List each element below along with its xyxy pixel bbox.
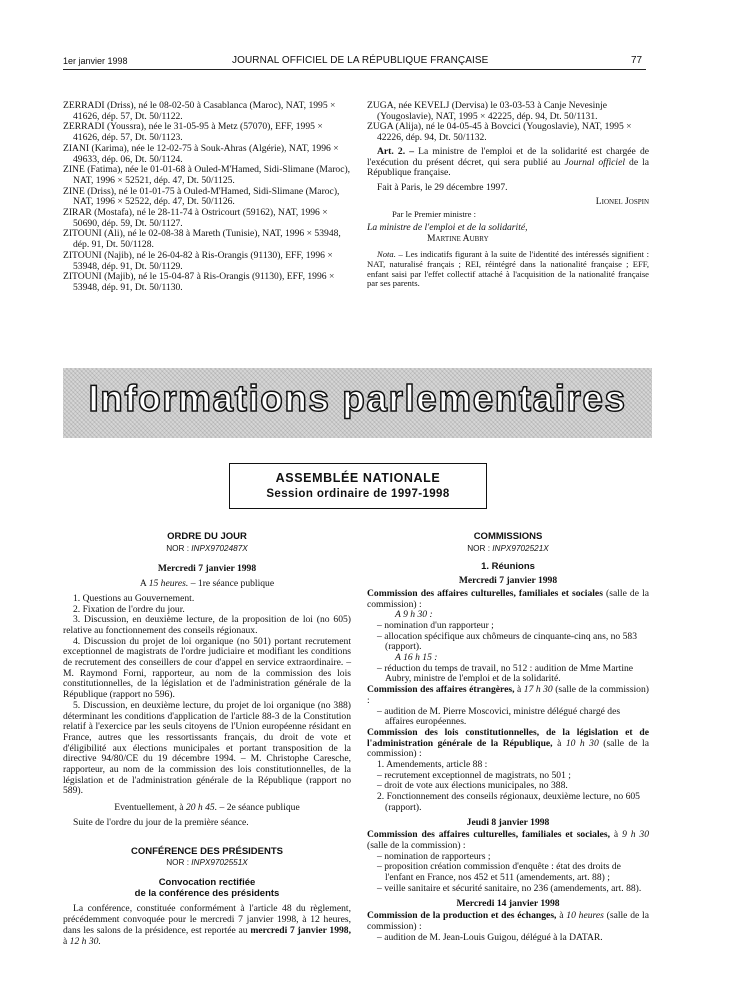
ordre-du-jour-heading: ORDRE DU JOUR bbox=[167, 531, 247, 542]
conference-text bbox=[63, 904, 351, 947]
commission-location: (salle de la commission) : bbox=[367, 684, 649, 706]
naturalisation-list-left bbox=[63, 101, 351, 294]
agenda-item: 5. Discussion, en deuxième lecture, du projet de loi organique (no 388) déterminant les conditions d'application de l'article 88-3 de la Constitution relatif à l'exercice par les seuls citoyens de l'Union européenne résidant en France, autres que les ressortissants français, du droit de vote et d'éligibilité aux élections municipales et portant transposition de la directive 94/80/CE du 19 décembre 1994. – M. Christophe Caresche, rapporteur, au nom de la commission des lois constitutionnelles, de la législation et de l'administration générale de la République (rapport no 589). bbox=[63, 699, 351, 797]
nor-code: INPX9702487X bbox=[191, 543, 248, 553]
article-2-journal: Journal officiel bbox=[564, 156, 626, 168]
commission-name: Commission des affaires culturelles, familiales et sociales, bbox=[367, 829, 611, 841]
nor-code: INPX9702521X bbox=[492, 543, 549, 553]
commission-entry bbox=[367, 911, 649, 932]
nota-label: Nota. bbox=[377, 249, 396, 260]
ordre-du-jour-nor bbox=[63, 544, 351, 555]
nor-code: INPX9702551X bbox=[191, 858, 248, 868]
minister-title: La ministre de l'emploi et de la solidarité, bbox=[367, 222, 528, 234]
header-rule bbox=[63, 69, 646, 70]
nor-label: NOR : bbox=[166, 543, 189, 553]
list-item: – audition de M. Jean-Louis Guigou, délégué à la DATAR. bbox=[377, 931, 603, 943]
article-2-label: Art. 2. – bbox=[377, 145, 415, 157]
commission-at: à bbox=[517, 684, 522, 696]
banner-title: Informations parlementaires bbox=[88, 378, 627, 419]
ordre-du-jour-column bbox=[63, 532, 351, 947]
commission-time: 10 heures bbox=[566, 910, 604, 922]
agenda-item: 4. Discussion du projet de loi organique (no 501) portant recrutement exceptionnel de magistrats de l'ordre judiciaire et modifiant les conditions de recrutement des conseillers de cour d'appel en service extraordinaire. – M. Raymond Forni, rapporteur, au nom de la commission des lois constitutionnelles, de la législation et de l'administration générale de la République (rapport no 596). bbox=[63, 635, 351, 701]
day-heading: Jeudi 8 janvier 1998 bbox=[466, 816, 550, 828]
commission-time: A 9 h 30 : bbox=[395, 609, 433, 621]
list-item: – recrutement exceptionnel de magistrats, no 501 ; bbox=[377, 769, 571, 781]
nor-label: NOR : bbox=[467, 543, 490, 553]
commission-name: Commission des lois constitutionnelles, de la législation et de l'administration générale de la République, bbox=[367, 726, 649, 749]
seance-2-suffix: – 2e séance publique bbox=[219, 802, 300, 814]
commission-location: (salle de la commission) : bbox=[367, 910, 649, 932]
conference-text-at: à bbox=[63, 935, 68, 947]
signatory-par: Par le Premier ministre : bbox=[392, 209, 477, 220]
header-date: 1er janvier 1998 bbox=[63, 56, 128, 66]
commission-entry bbox=[367, 728, 649, 760]
commissions-column bbox=[367, 532, 649, 943]
ordre-du-jour-day: Mercredi 7 janvier 1998 bbox=[157, 563, 257, 575]
nota bbox=[367, 250, 649, 288]
list-item: ZUGA (Alija), né le 04-05-45 à Bovcici (Yougoslavie), NAT, 1995 × 42226, dép. 94, Dt. 50/1132. bbox=[367, 121, 632, 144]
article-2-text: La ministre de l'emploi et de la solidarité est chargée de l'exécution du présent décret, qui sera publié au bbox=[367, 145, 649, 168]
conference-subtitle-1: Convocation rectifiée bbox=[158, 876, 256, 888]
commission-entry bbox=[367, 830, 649, 851]
list-item: ZUGA, née KEVELJ (Dervisa) le 03-03-53 à Canje Nevesinje (Yougoslavie), NAT, 1995 × 42225, dép. 94, Dt. 50/1131. bbox=[367, 100, 608, 122]
commission-location: (salle de la commission) : bbox=[367, 839, 466, 851]
commission-time: 10 h 30 bbox=[565, 737, 599, 749]
commission-name: Commission de la production et des échanges, bbox=[367, 910, 557, 922]
commission-name: Commission des affaires étrangères, bbox=[367, 684, 515, 696]
reunions-heading: 1. Réunions bbox=[481, 561, 535, 573]
conference-text-date: mercredi 7 janvier 1998, bbox=[250, 924, 351, 936]
day-heading: Mercredi 14 janvier 1998 bbox=[456, 897, 560, 909]
assemblee-title: ASSEMBLÉE NATIONALE bbox=[275, 471, 441, 485]
commission-location: (salle de la commission) : bbox=[367, 587, 649, 610]
list-item: ZIRAR (Mostafa), né le 28-11-74 à Ostricourt (59162), NAT, 1996 × 50690, dép. 59, Dt. 50/1127. bbox=[63, 207, 328, 229]
conference-nor bbox=[63, 858, 351, 869]
list-item: – veille sanitaire et sécurité sanitaire, no 236 (amendements, art. 88). bbox=[377, 882, 642, 894]
commission-entry bbox=[367, 589, 649, 610]
commission-at: à bbox=[613, 829, 619, 841]
commissions-nor bbox=[367, 544, 649, 555]
list-item: ZITOUNI (Najib), né le 26-04-82 à Ris-Orangis (91130), EFF, 1996 × 53948, dép. 91, Dt. 50/1129. bbox=[63, 249, 333, 272]
section-banner bbox=[63, 368, 652, 438]
seance-1-time: 15 heures. bbox=[148, 578, 189, 590]
header-journal-title: JOURNAL OFFICIEL DE LA RÉPUBLIQUE FRANÇAISE bbox=[232, 55, 489, 66]
list-item: 1. Amendements, article 88 : bbox=[377, 759, 488, 771]
commission-time: A 16 h 15 : bbox=[395, 652, 438, 664]
list-item: 2. Fonctionnement des conseils régionaux, deuxième lecture, no 605 (rapport). bbox=[377, 791, 640, 813]
list-item: ZITOUNI (Ali), né le 02-08-38 à Mareth (Tunisie), NAT, 1996 × 53948, dép. 91, Dt. 50/1128. bbox=[63, 228, 341, 251]
agenda-item: 1. Questions au Gouvernement. bbox=[73, 592, 195, 604]
conference-subtitle-2: de la conférence des présidents bbox=[134, 887, 280, 899]
commission-time: 17 h 30 bbox=[523, 684, 553, 696]
commission-location: (salle de la commission) : bbox=[367, 737, 649, 760]
nor-label: NOR : bbox=[166, 858, 189, 868]
session-title: Session ordinaire de 1997-1998 bbox=[266, 488, 450, 500]
list-item: – droit de vote aux élections municipales, no 388. bbox=[377, 780, 568, 792]
day-heading: Mercredi 7 janvier 1998 bbox=[458, 575, 558, 587]
list-item: ZINE (Fatima), née le 01-01-68 à Ouled-M'Hamed, Sidi-Slimane (Maroc), NAT, 1996 × 52521, dép. 47, Dt. 50/1125. bbox=[63, 164, 351, 186]
article-2 bbox=[367, 147, 649, 179]
article-2-end: de la République française. bbox=[367, 156, 649, 179]
conference-heading: CONFÉRENCE DES PRÉSIDENTS bbox=[130, 845, 284, 857]
seance-2 bbox=[63, 803, 351, 814]
list-item: ZIANI (Karima), née le 12-02-75 à Souk-Ahras (Algérie), NAT, 1996 × 49633, dép. 06, Dt. 50/1124. bbox=[63, 142, 339, 165]
seance-2-prefix: Eventuellement, à bbox=[114, 802, 184, 814]
naturalisation-list-right bbox=[367, 101, 649, 289]
assemblee-nationale-box bbox=[229, 463, 487, 509]
commissions-heading: COMMISSIONS bbox=[473, 531, 543, 542]
seance-2-suite: Suite de l'ordre du jour de la première séance. bbox=[73, 816, 249, 828]
list-item: – nomination de rapporteurs ; bbox=[377, 850, 491, 862]
header-page-number: 77 bbox=[631, 55, 643, 66]
list-item: ZERRADI (Driss), né le 08-02-50 à Casablanca (Maroc), NAT, 1995 × 41626, dép. 57, Dt. 50/1122. bbox=[63, 100, 336, 122]
seance-1 bbox=[63, 579, 351, 590]
list-item: – réduction du temps de travail, no 512 : audition de Mme Martine Aubry, ministre de l'emploi et de la solidarité. bbox=[377, 662, 634, 685]
list-item: – audition de M. Pierre Moscovici, ministre délégué chargé des affaires européennes. bbox=[377, 705, 621, 728]
commission-at: à bbox=[559, 910, 564, 922]
list-item: – proposition création commission d'enquête : état des droits de l'enfant en France, nos 452 et 511 (amendements, art. 88) ; bbox=[377, 861, 621, 884]
agenda-item: 3. Discussion, en deuxième lecture, de la proposition de loi (no 605) relative au fonctionnement des conseils régionaux. bbox=[63, 614, 351, 636]
list-item: – nomination d'un rapporteur ; bbox=[377, 619, 494, 631]
seance-1-prefix: A bbox=[139, 578, 147, 590]
list-item: ZINE (Driss), né le 01-01-75 à Ouled-M'Hamed, Sidi-Slimane (Maroc), NAT, 1996 × 52522, dép. 47, Dt. 50/1126. bbox=[63, 185, 340, 208]
commission-name: Commission des affaires culturelles, familiales et sociales bbox=[367, 587, 603, 599]
list-item: ZERRADI (Youssra), née le 31-05-95 à Metz (57070), EFF, 1995 × 41626, dép. 57, Dt. 50/1123. bbox=[63, 121, 323, 144]
commission-at: à bbox=[557, 737, 562, 749]
commission-time: 9 h 30 bbox=[622, 829, 650, 841]
seance-1-suffix: – 1re séance publique bbox=[190, 578, 275, 590]
seance-2-time: 20 h 45. bbox=[185, 802, 218, 814]
conference-text-time: 12 h 30. bbox=[69, 935, 101, 947]
commission-entry bbox=[367, 685, 649, 706]
nota-text: – Les indicatifs figurant à la suite de l'identité des intéressés signifient : NAT, naturalisé français ; REI, réintégré dans la nationalité française ; EFF, enfant saisi par l'effet collectif attaché à l'acquisition de la nationalité française par ses parents. bbox=[367, 249, 649, 289]
signatory-name: Lionel Jospin bbox=[595, 195, 649, 207]
agenda-item: 2. Fixation de l'ordre du jour. bbox=[73, 603, 185, 615]
list-item: ZITOUNI (Majib), né le 15-04-87 à Ris-Orangis (91130), EFF, 1996 × 53948, dép. 91, Dt. 50/1130. bbox=[63, 271, 335, 293]
minister-name: Martine Aubry bbox=[427, 232, 489, 244]
conference-text-start: La conférence, constituée conformément à l'article 48 du règlement, précédemment convoquée pour le mercredi 7 janvier 1998, à 12 heures, dans les salons de la présidence, est reportée au bbox=[63, 903, 351, 936]
list-item: – allocation spécifique aux chômeurs de cinquante-cinq ans, no 583 (rapport). bbox=[377, 630, 638, 653]
signature-place-date: Fait à Paris, le 29 décembre 1997. bbox=[377, 181, 508, 193]
